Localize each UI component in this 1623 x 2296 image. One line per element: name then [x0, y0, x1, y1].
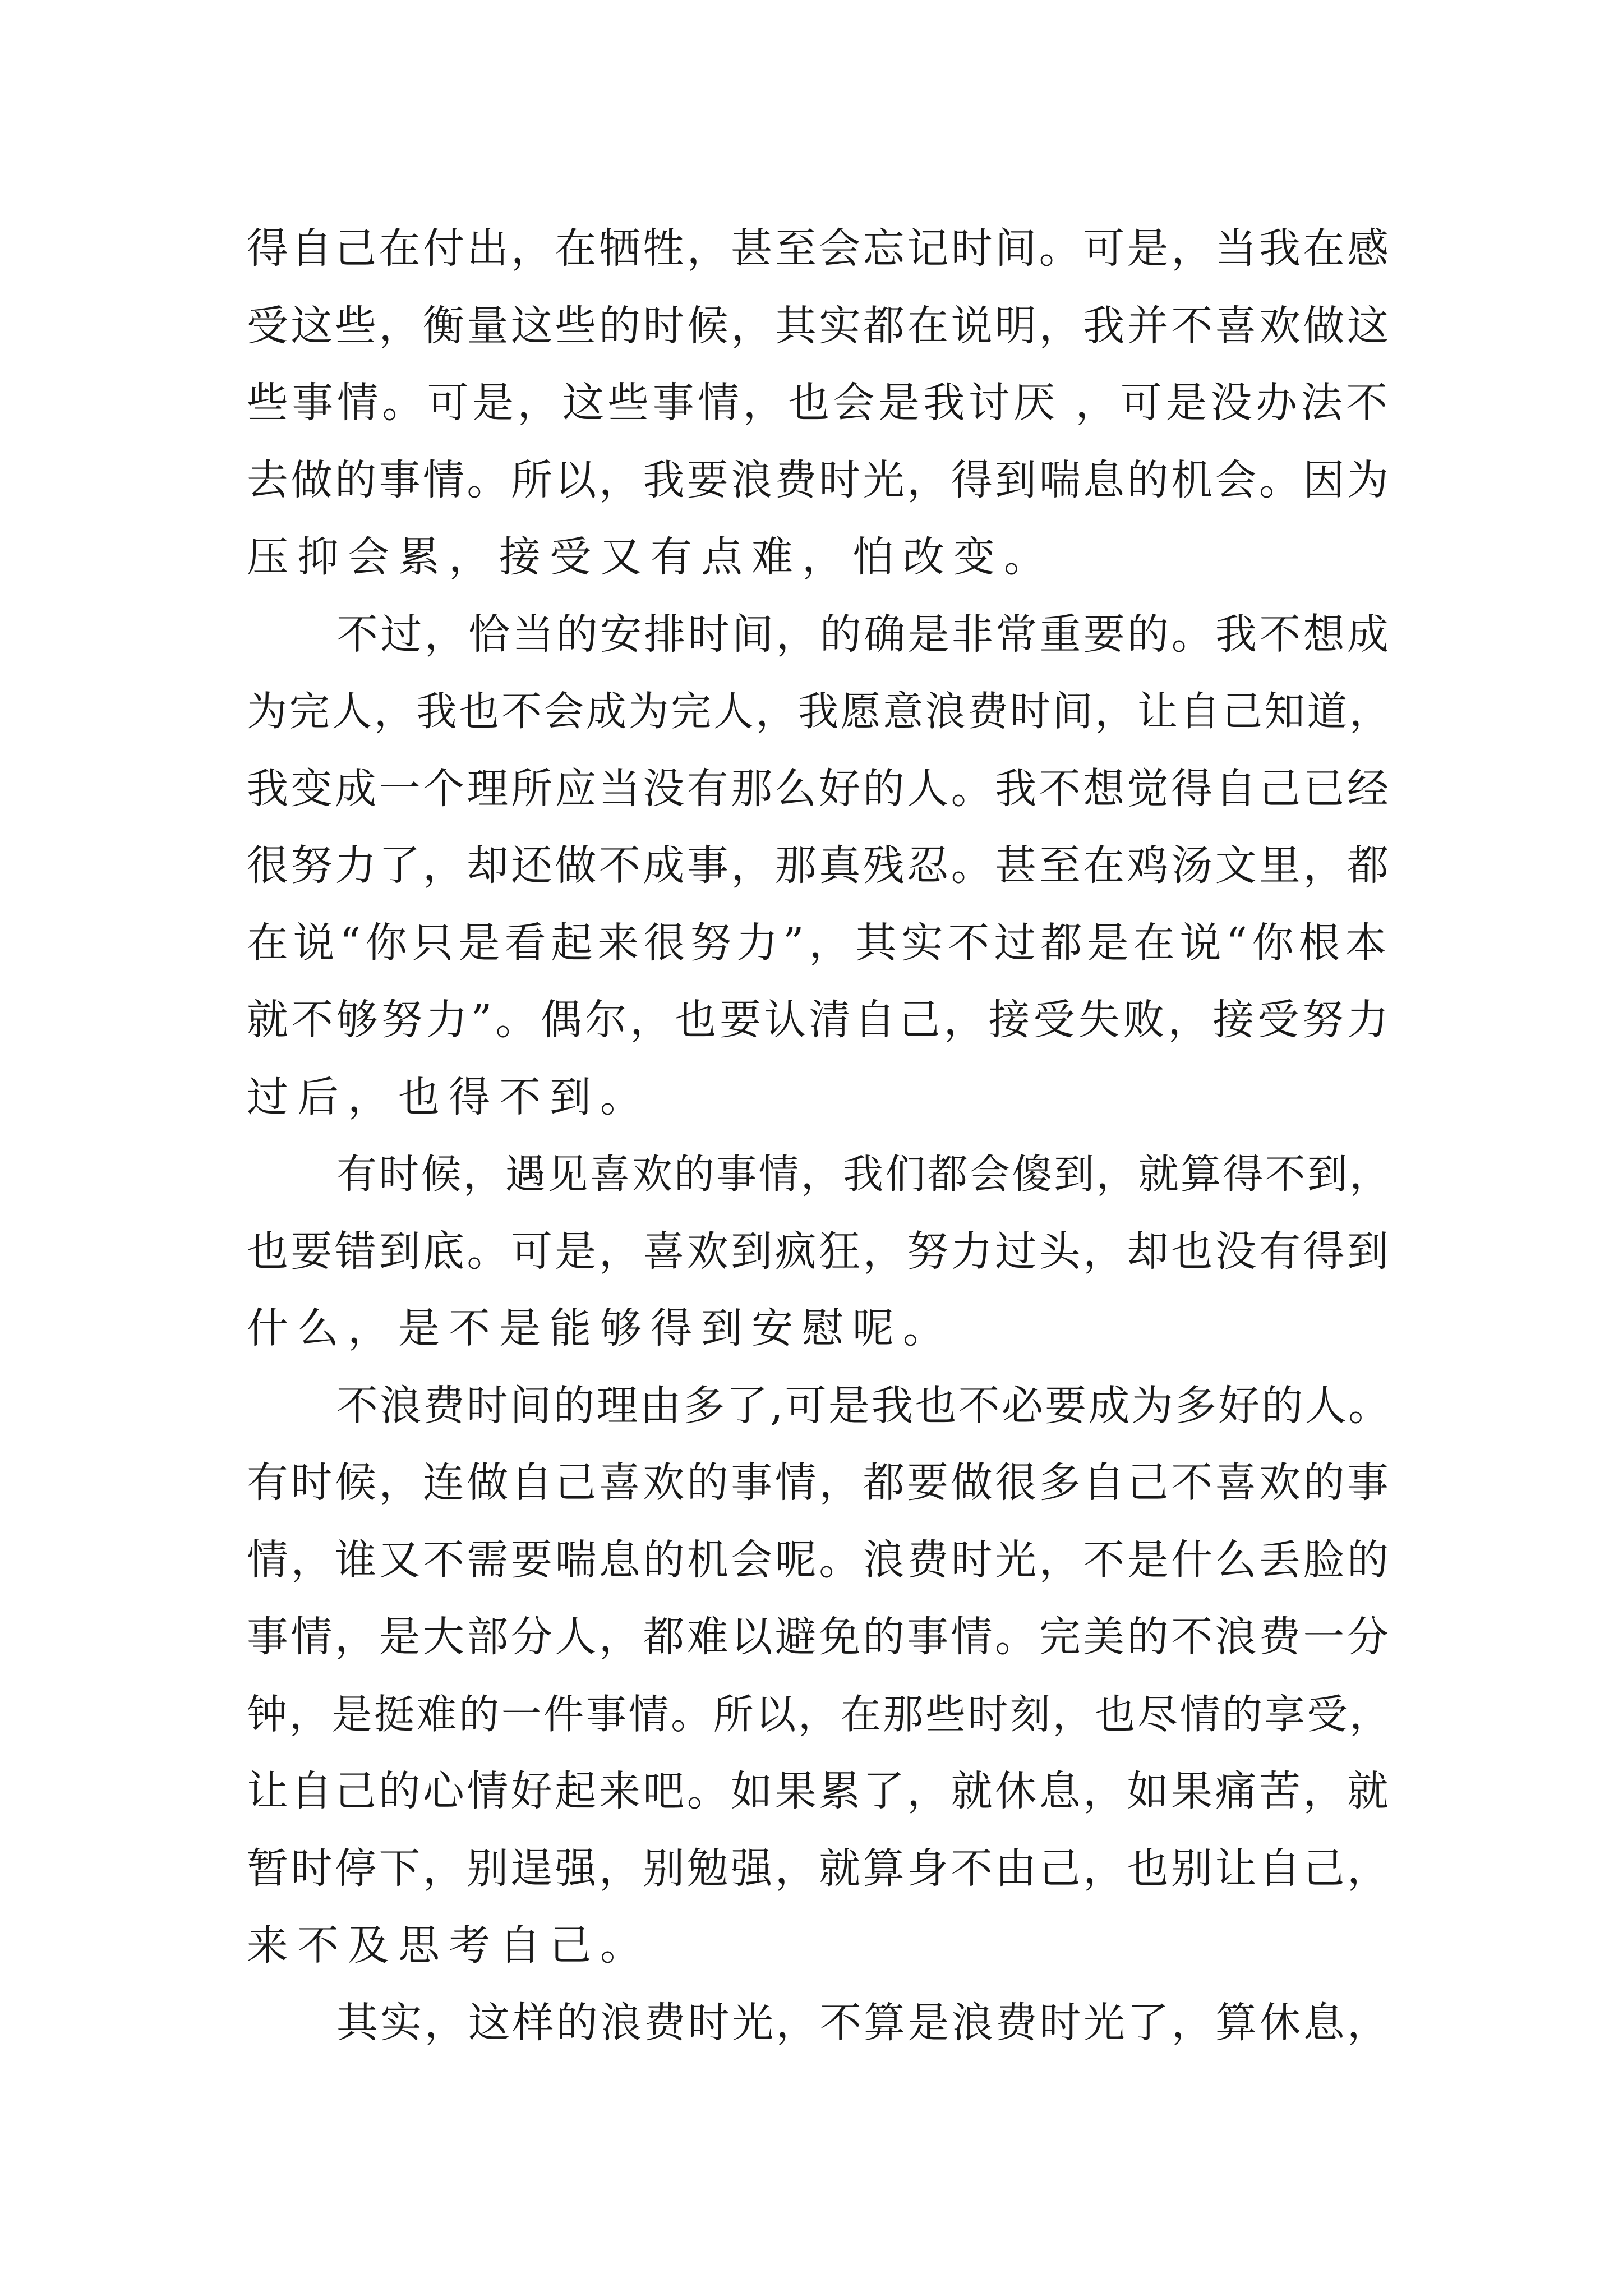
text-line: 去做的事情。所以，我要浪费时光，得到喘息的机会。因为 — [247, 455, 1391, 504]
text-line: 什么，是不是能够得到安慰呢。 — [247, 1304, 953, 1352]
body-text — [247, 210, 1391, 2062]
text-line: 得自己在付出，在牺牲，甚至会忘记时间。可是，当我在感 — [247, 224, 1391, 273]
text-line: 受这些，衡量这些的时候，其实都在说明，我并不喜欢做这 — [247, 301, 1391, 350]
text-line: 暂时停下，别逞强，别勉强，就算身不由己，也别让自己， — [247, 1844, 1391, 1893]
text-line: 我变成一个理所应当没有那么好的人。我不想觉得自己已经 — [247, 764, 1391, 813]
text-line: 其实，这样的浪费时光，不算是浪费时光了，算休息， — [336, 1998, 1391, 2047]
text-line: 让自己的心情好起来吧。如果累了，就休息，如果痛苦，就 — [247, 1767, 1391, 1815]
text-line: 有时候，遇见喜欢的事情，我们都会傻到，就算得不到， — [336, 1151, 1391, 1198]
text-line: 也要错到底。可是，喜欢到疯狂，努力过头，却也没有得到 — [247, 1227, 1391, 1276]
text-line: 很努力了，却还做不成事，那真残忍。甚至在鸡汤文里，都 — [247, 841, 1391, 890]
text-line: 来不及思考自己。 — [247, 1921, 651, 1970]
text-line: 不过，恰当的安排时间，的确是非常重要的。我不想成 — [336, 610, 1391, 659]
text-line: 不浪费时间的理由多了,可是我也不必要成为多好的人。 — [336, 1381, 1391, 1430]
text-line: 过后，也得不到。 — [247, 1073, 651, 1121]
text-line: 为完人，我也不会成为完人，我愿意浪费时间，让自己知道， — [247, 688, 1391, 735]
text-line: 就不够努力”。偶尔，也要认清自己，接受失败，接受努力 — [247, 996, 1391, 1044]
text-line: 钟，是挺难的一件事情。所以，在那些时刻，也尽情的享受， — [247, 1690, 1391, 1738]
text-line: 情，谁又不需要喘息的机会呢。浪费时光，不是什么丢脸的 — [247, 1535, 1391, 1584]
text-line: 在说“你只是看起来很努力”，其实不过都是在说“你根本 — [247, 918, 1391, 967]
text-line: 些事情。可是，这些事情，也会是我讨厌 ，可是没办法不 — [247, 379, 1391, 427]
text-line: 压抑会累，接受又有点难，怕改变。 — [247, 533, 1054, 581]
text-line: 事情，是大部分人，都难以避免的事情。完美的不浪费一分 — [247, 1613, 1391, 1661]
text-line: 有时候，连做自己喜欢的事情，都要做很多自己不喜欢的事 — [247, 1458, 1391, 1507]
